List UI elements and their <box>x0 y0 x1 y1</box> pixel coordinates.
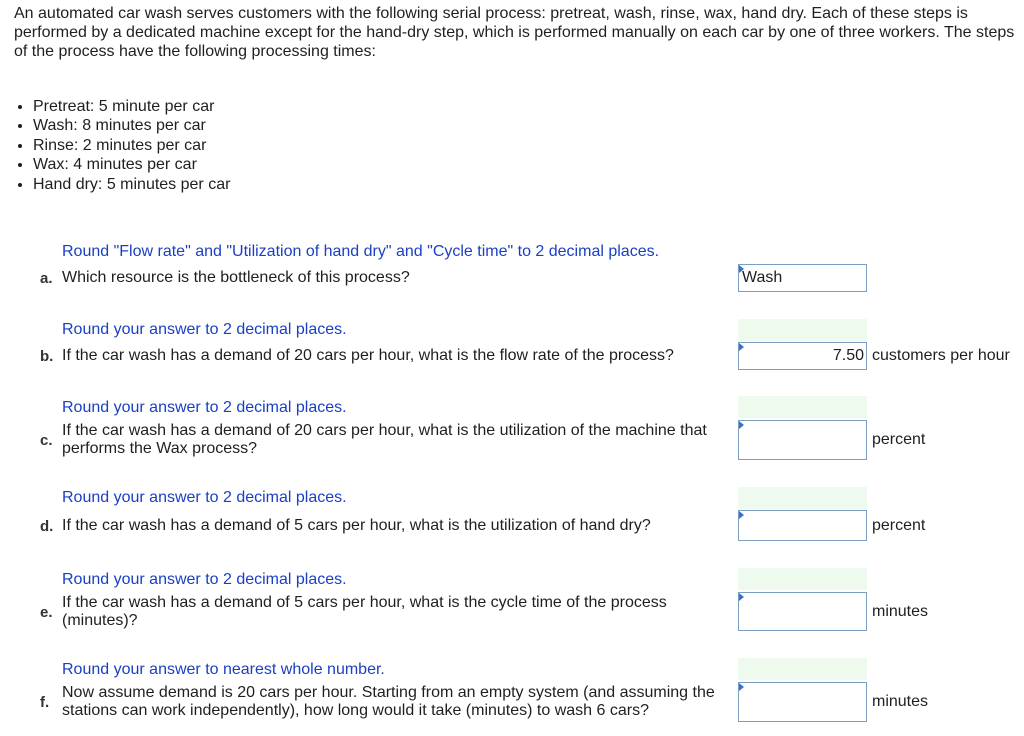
question-letter: a. <box>40 270 53 287</box>
list-item: • Wash: 8 minutes per car <box>33 116 230 135</box>
rounding-hint: Round your answer to 2 decimal places. <box>62 399 347 416</box>
unit-label: customers per hour <box>872 347 1010 364</box>
question-text: If the car wash has a demand of 20 cars per hour, what is the utilization of the machine that performs the Wax process? <box>62 422 707 457</box>
answer-field-d[interactable] <box>738 510 867 541</box>
question-letter: f. <box>40 694 50 711</box>
unit-label: percent <box>872 517 926 534</box>
question-letter: c. <box>40 432 53 449</box>
answer-hint-area <box>738 319 867 341</box>
unit-label: minutes <box>872 603 929 620</box>
list-item: • Pretreat: 5 minute per car <box>33 97 230 116</box>
answer-value: 7.50 <box>832 347 864 364</box>
question-text: If the car wash has a demand of 5 cars per hour, what is the utilization of hand dry? <box>62 517 651 534</box>
processing-times-list <box>0 97 230 194</box>
list-item: • Hand dry: 5 minutes per car <box>33 175 230 194</box>
unit-label: percent <box>872 431 926 448</box>
answer-field-a[interactable] <box>738 264 867 292</box>
question-letter: b. <box>40 348 54 365</box>
answer-field-b[interactable] <box>738 342 867 370</box>
rounding-hint: Round your answer to 2 decimal places. <box>62 571 347 588</box>
answer-hint-area <box>738 487 867 509</box>
question-text: Now assume demand is 20 cars per hour. Starting from an empty system (and assuming the stations can work independently), how long would it take (minutes) to wash 6 cars? <box>62 684 715 719</box>
list-item: • Rinse: 2 minutes per car <box>33 136 230 155</box>
answer-field-c[interactable] <box>738 420 867 460</box>
list-item: • Wax: 4 minutes per car <box>33 155 230 174</box>
flag-icon <box>739 511 744 519</box>
question-letter: d. <box>40 518 54 535</box>
rounding-hint: Round your answer to nearest whole number. <box>62 661 385 678</box>
flag-icon <box>739 683 744 691</box>
answer-hint-area <box>738 568 867 590</box>
question-letter: e. <box>40 604 53 621</box>
flag-icon <box>739 593 744 601</box>
flag-icon <box>739 343 744 351</box>
rounding-hint: Round your answer to 2 decimal places. <box>62 321 347 338</box>
problem-intro: An automated car wash serves customers with the following serial process: pretreat, wash, rinse, wax, hand dry. Each of these steps is performed by a dedicated machine except for the hand-dry step, which is performed manually on each car by one of three workers. The steps of the process have the following processing times: <box>14 5 1015 60</box>
question-text: If the car wash has a demand of 5 cars per hour, what is the cycle time of the process (minutes)? <box>62 594 667 629</box>
flag-icon <box>739 421 744 429</box>
unit-label: minutes <box>872 693 929 710</box>
rounding-hint: Round "Flow rate" and "Utilization of hand dry" and "Cycle time" to 2 decimal places. <box>62 243 660 260</box>
answer-field-e[interactable] <box>738 592 867 631</box>
answer-value: Wash <box>742 269 783 286</box>
answer-field-f[interactable] <box>738 682 867 722</box>
answer-hint-area <box>738 396 867 418</box>
answer-hint-area <box>738 658 867 680</box>
question-text: If the car wash has a demand of 20 cars per hour, what is the flow rate of the process? <box>62 347 674 364</box>
question-text: Which resource is the bottleneck of this process? <box>62 269 410 286</box>
rounding-hint: Round your answer to 2 decimal places. <box>62 489 347 506</box>
